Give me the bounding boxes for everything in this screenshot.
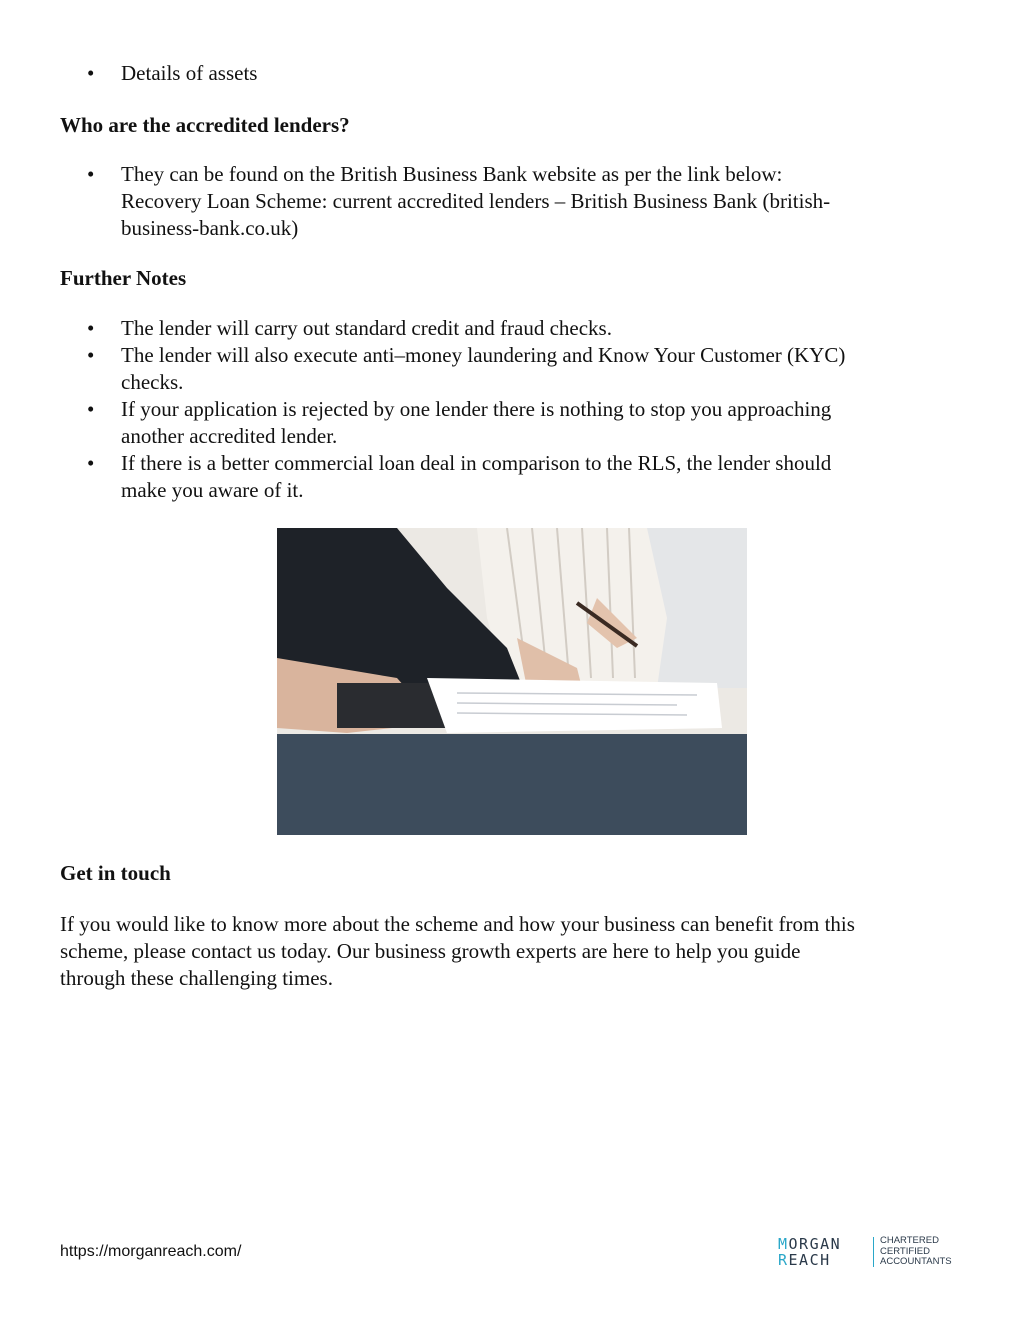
notes-bullet-list (60, 315, 960, 504)
bullet-dot: • (87, 162, 95, 186)
bullet-dot: • (87, 451, 95, 475)
business-meeting-photo (277, 528, 747, 835)
footer-url-link[interactable]: https://morganreach.com/ (60, 1243, 242, 1260)
bullet-text-line: If there is a better commercial loan deal in comparison to the RLS, the lender should (121, 451, 832, 475)
paragraph-line: scheme, please contact us today. Our business growth experts are here to help you guide (60, 939, 801, 963)
bullet-dot: • (87, 397, 95, 421)
lenders-heading: Who are the accredited lenders? (60, 113, 350, 137)
bullet-text: Details of assets (121, 61, 258, 85)
paragraph-line: If you would like to know more about the scheme and how your business can benefit from this (60, 912, 855, 936)
top-bullet-list (60, 60, 960, 87)
photo-illustration (277, 528, 747, 835)
logo-divider (873, 1237, 874, 1267)
lenders-bullet-list (60, 161, 960, 242)
bullet-dot: • (87, 316, 95, 340)
bullet-dot: • (87, 343, 95, 367)
bullet-text-line: another accredited lender. (121, 424, 338, 448)
list-item (60, 60, 960, 87)
contact-paragraph (60, 911, 960, 992)
bullet-text-line: If your application is rejected by one lender there is nothing to stop you approaching (121, 397, 832, 421)
bullet-text-line: The lender will also execute anti–money laundering and Know Your Customer (KYC) (121, 343, 846, 367)
list-item (60, 342, 960, 396)
logo-tagline: CHARTERED CERTIFIED ACCOUNTANTS (880, 1235, 952, 1267)
further-notes-heading: Further Notes (60, 266, 187, 290)
bullet-text-line: make you aware of it. (121, 478, 304, 502)
list-item (60, 396, 960, 450)
bullet-text-line: checks. (121, 370, 184, 394)
morgan-reach-logo (778, 1236, 968, 1270)
photo-dark-band (277, 734, 747, 835)
bullet-dot: • (87, 61, 95, 85)
get-in-touch-heading: Get in touch (60, 861, 171, 885)
lenders-link-line: Recovery Loan Scheme: current accredited lenders – British Business Bank (british- (121, 189, 831, 213)
lenders-link-line: business-bank.co.uk) (121, 216, 299, 240)
list-item (60, 450, 960, 504)
bullet-text-line: They can be found on the British Business Bank website as per the link below: (121, 162, 783, 186)
logo-word-morgan: MORGAN (778, 1235, 842, 1253)
bullet-text-line: The lender will carry out standard credit and fraud checks. (121, 316, 612, 340)
paragraph-line: through these challenging times. (60, 966, 333, 990)
document-paper (427, 678, 722, 733)
list-item (60, 315, 960, 342)
list-item (60, 161, 960, 242)
logo-word-reach: REACH (778, 1251, 831, 1269)
